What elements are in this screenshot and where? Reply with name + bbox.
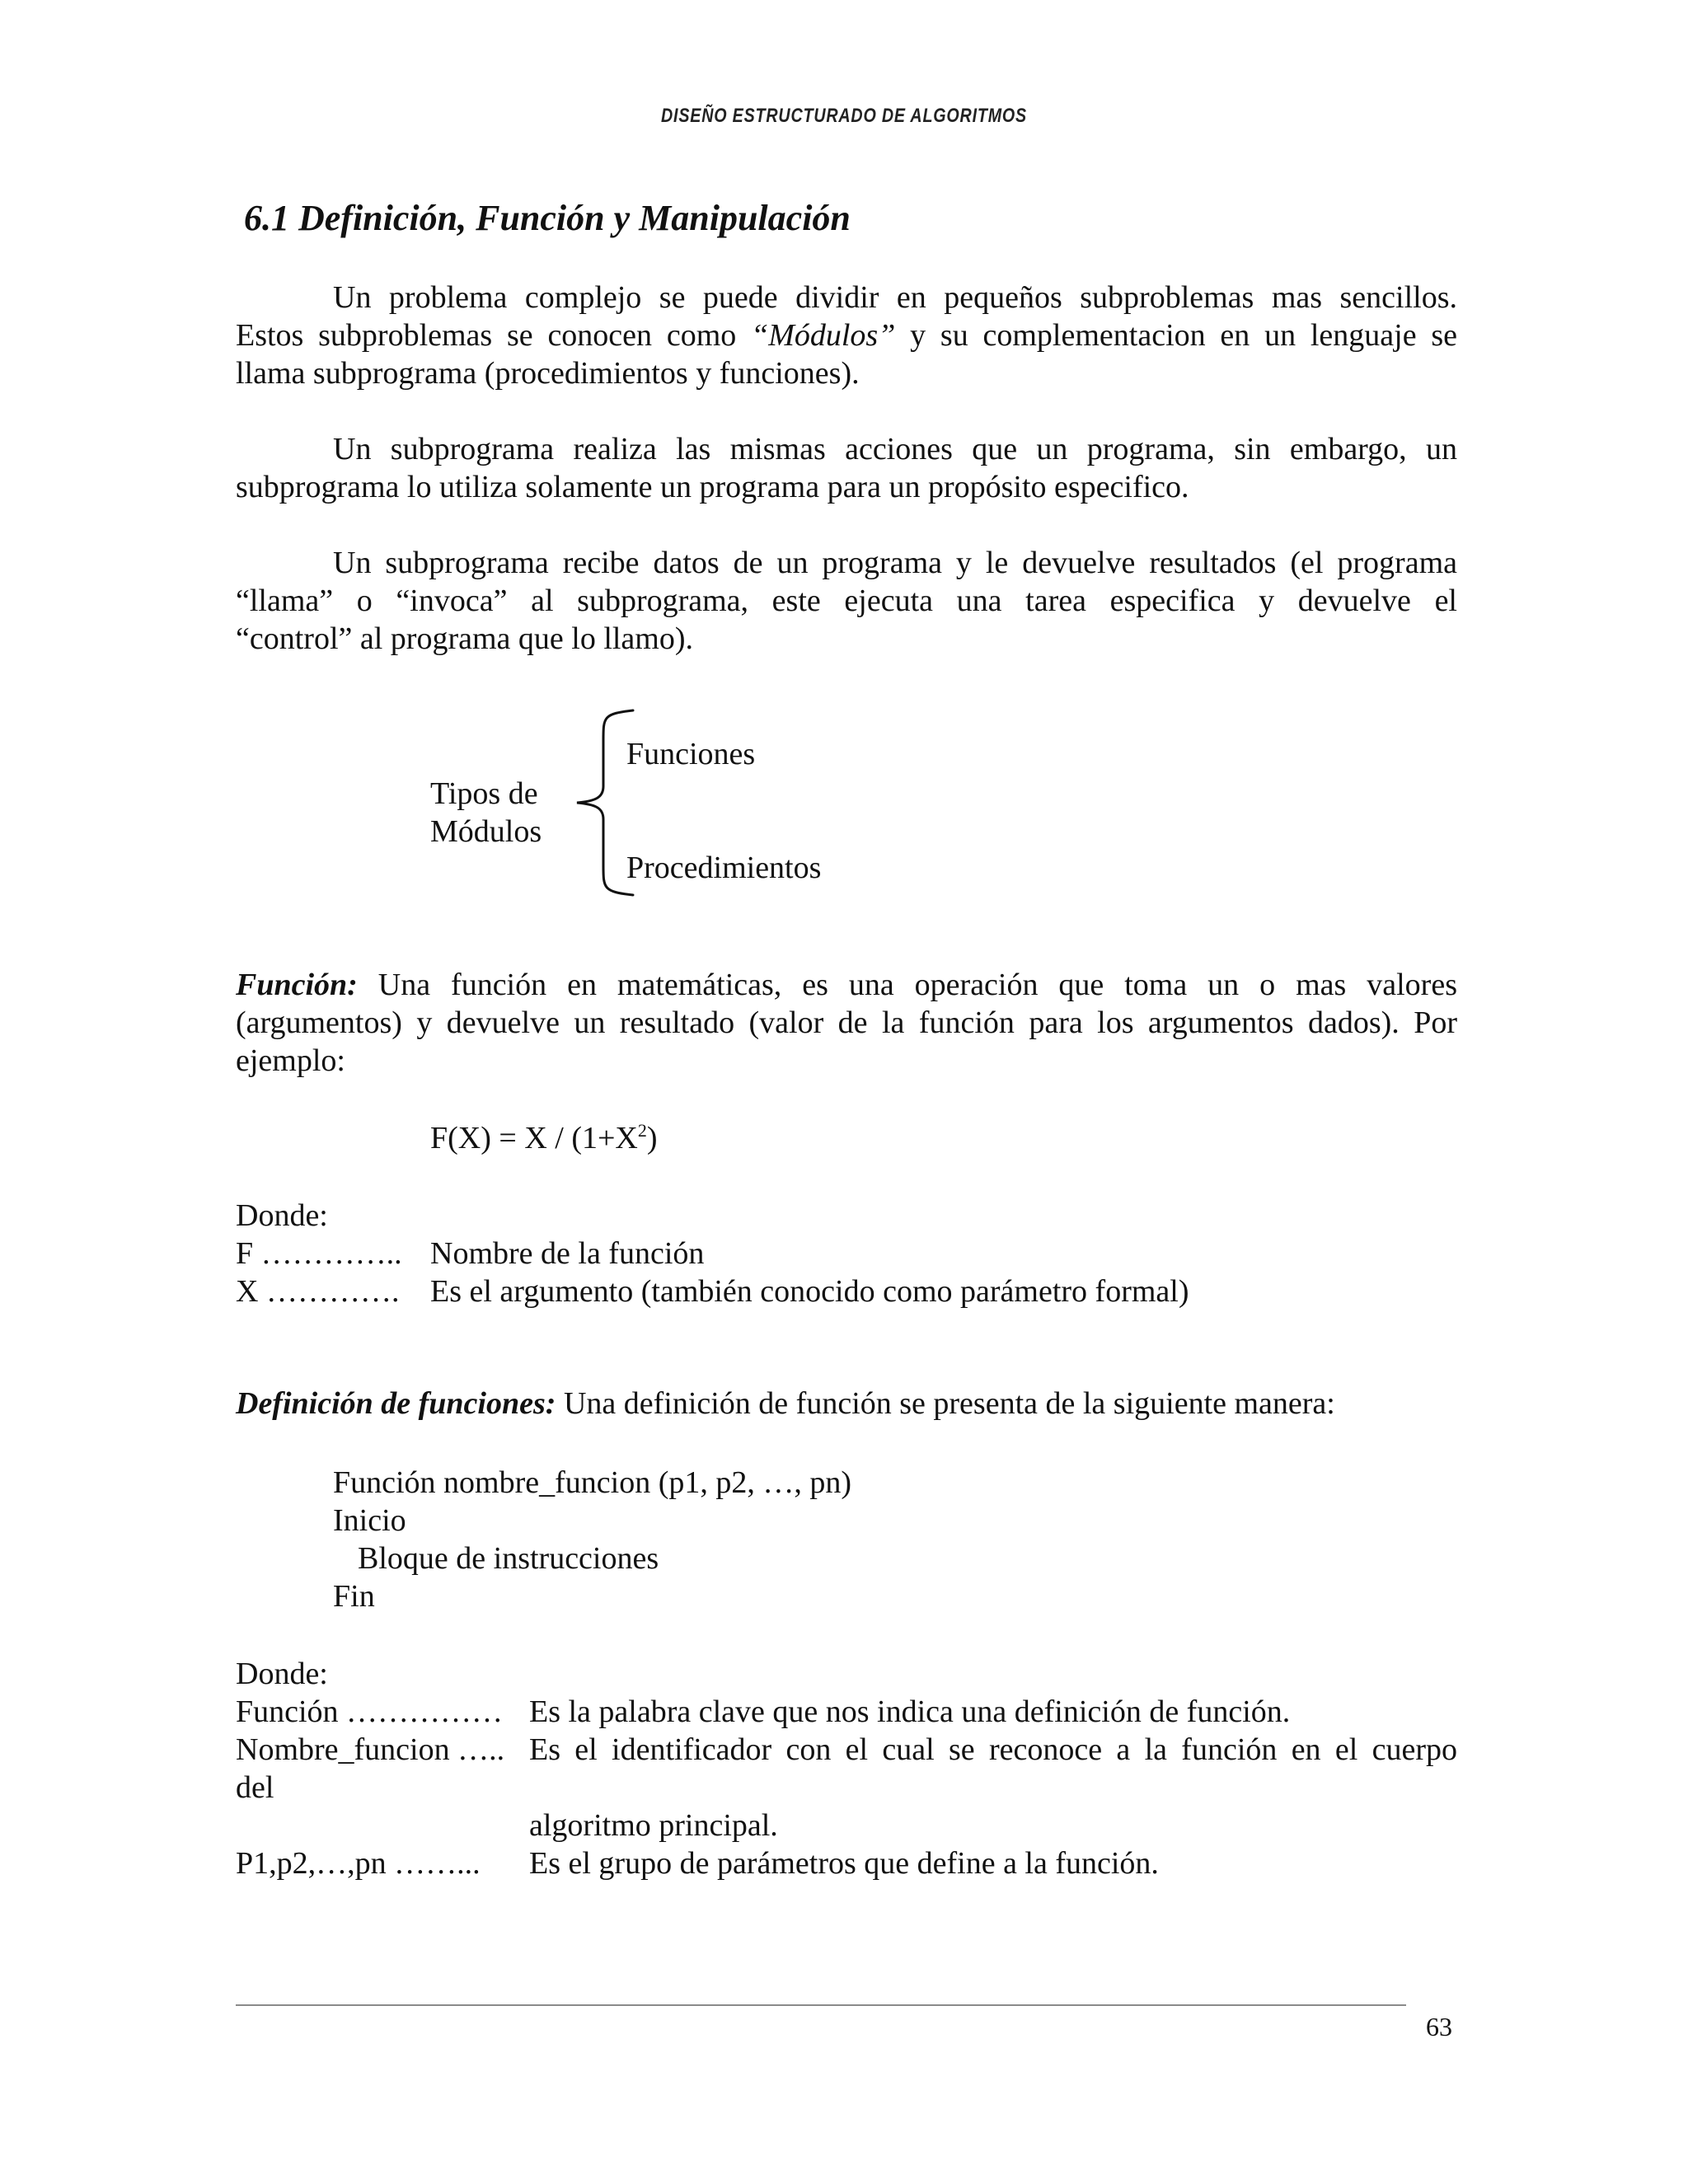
paragraph-1-line-3: llama subprograma (procedimientos y funciones). bbox=[236, 356, 860, 391]
paragraph-3-line-3: “control” al programa que lo llamo). bbox=[236, 621, 694, 656]
paragraph-2 bbox=[236, 430, 1457, 506]
funcion-line-1-text: Una función en matemáticas, es una operación que toma un o mas valores bbox=[377, 968, 1457, 1002]
formula-exponent: 2 bbox=[637, 1120, 647, 1141]
section-title: 6.1 Definición, Función y Manipulación bbox=[244, 198, 851, 238]
def-label-funcion: Función …………… bbox=[236, 1694, 504, 1729]
donde-label-2: Donde: bbox=[236, 1657, 328, 1691]
term-row-x bbox=[236, 1272, 1457, 1310]
term-desc-f: Nombre de la función bbox=[430, 1236, 705, 1271]
funcion-line-3: ejemplo: bbox=[236, 1043, 345, 1078]
code-line-2: Inicio bbox=[333, 1503, 406, 1538]
paragraph-3 bbox=[236, 544, 1457, 658]
diagram-left-label bbox=[430, 775, 542, 851]
def-desc-funcion: Es la palabra clave que nos indica una definición de función. bbox=[529, 1694, 1291, 1729]
footer-rule bbox=[236, 2004, 1406, 2006]
funcion-line-2: (argumentos) y devuelve un resultado (valor de la función para los argumentos dados). Por bbox=[236, 1005, 1457, 1040]
definicion-intro bbox=[236, 1385, 1335, 1422]
code-line-4: Fin bbox=[333, 1579, 375, 1614]
term-label-f: F ………….. bbox=[236, 1236, 402, 1271]
funcion-paragraph bbox=[236, 966, 1457, 1080]
def-nombre-cont: algoritmo principal. bbox=[529, 1808, 778, 1843]
paragraph-1 bbox=[236, 279, 1457, 392]
term-row-f bbox=[236, 1235, 1457, 1272]
modulos-term: “Módulos” bbox=[751, 318, 896, 353]
funcion-line-1 bbox=[236, 966, 1457, 1004]
donde-label-1: Donde: bbox=[236, 1198, 328, 1233]
def-nombre-wrap: del bbox=[236, 1770, 274, 1805]
def-label-nombre: Nombre_funcion ….. bbox=[236, 1732, 505, 1767]
def-row-funcion bbox=[236, 1693, 1457, 1731]
paragraph-3-line-2: “llama” o “invoca” al subprograma, este ejecuta una tarea especifica y devuelve el bbox=[236, 583, 1457, 618]
def-desc-params: Es el grupo de parámetros que define a la función. bbox=[529, 1846, 1159, 1881]
running-header: DISEÑO ESTRUCTURADO DE ALGORITMOS bbox=[660, 105, 1027, 127]
funcion-label: Función: bbox=[236, 968, 358, 1002]
def-label-params: P1,p2,…,pn ……... bbox=[236, 1846, 481, 1881]
paragraph-1-line-2-a: Estos subproblemas se conocen como bbox=[236, 318, 737, 353]
term-label-x: X …………. bbox=[236, 1274, 400, 1309]
formula-base: F(X) = X / (1+X bbox=[430, 1121, 638, 1155]
def-row-nombre bbox=[236, 1731, 1457, 1769]
term-desc-x: Es el argumento (también conocido como parámetro formal) bbox=[430, 1274, 1189, 1309]
paragraph-2-line-1: Un subprograma realiza las mismas acciones que un programa, sin embargo, un bbox=[333, 432, 1457, 466]
paragraph-3-line-1: Un subprograma recibe datos de un programa y le devuelve resultados (el programa bbox=[333, 546, 1457, 580]
definicion-intro-text: Una definición de función se presenta de la siguiente manera: bbox=[563, 1386, 1335, 1421]
diagram-left-line-1: Tipos de bbox=[430, 776, 538, 811]
code-line-1: Función nombre_funcion (p1, p2, …, pn) bbox=[333, 1465, 852, 1500]
formula bbox=[430, 1119, 658, 1157]
page-number: 63 bbox=[1426, 2012, 1452, 2041]
paragraph-1-line-2 bbox=[236, 316, 1457, 354]
definicion-label: Definición de funciones: bbox=[236, 1386, 556, 1421]
def-row-params bbox=[236, 1844, 1457, 1882]
code-line-3: Bloque de instrucciones bbox=[358, 1541, 659, 1576]
def-desc-nombre: Es el identificador con el cual se reconoce a la función en el cuerpo bbox=[529, 1732, 1457, 1767]
paragraph-1-line-2-b: y su complementacion en un lenguaje se bbox=[910, 318, 1458, 353]
paragraph-1-line-1: Un problema complejo se puede dividir en pequeños subproblemas mas sencillos. bbox=[333, 280, 1457, 315]
formula-close: ) bbox=[646, 1121, 658, 1155]
paragraph-2-line-2: subprograma lo utiliza solamente un programa para un propósito especifico. bbox=[236, 470, 1189, 504]
diagram-item-funciones: Funciones bbox=[626, 737, 756, 771]
diagram-left-line-2: Módulos bbox=[430, 814, 542, 849]
diagram-item-procedimientos: Procedimientos bbox=[626, 851, 822, 885]
